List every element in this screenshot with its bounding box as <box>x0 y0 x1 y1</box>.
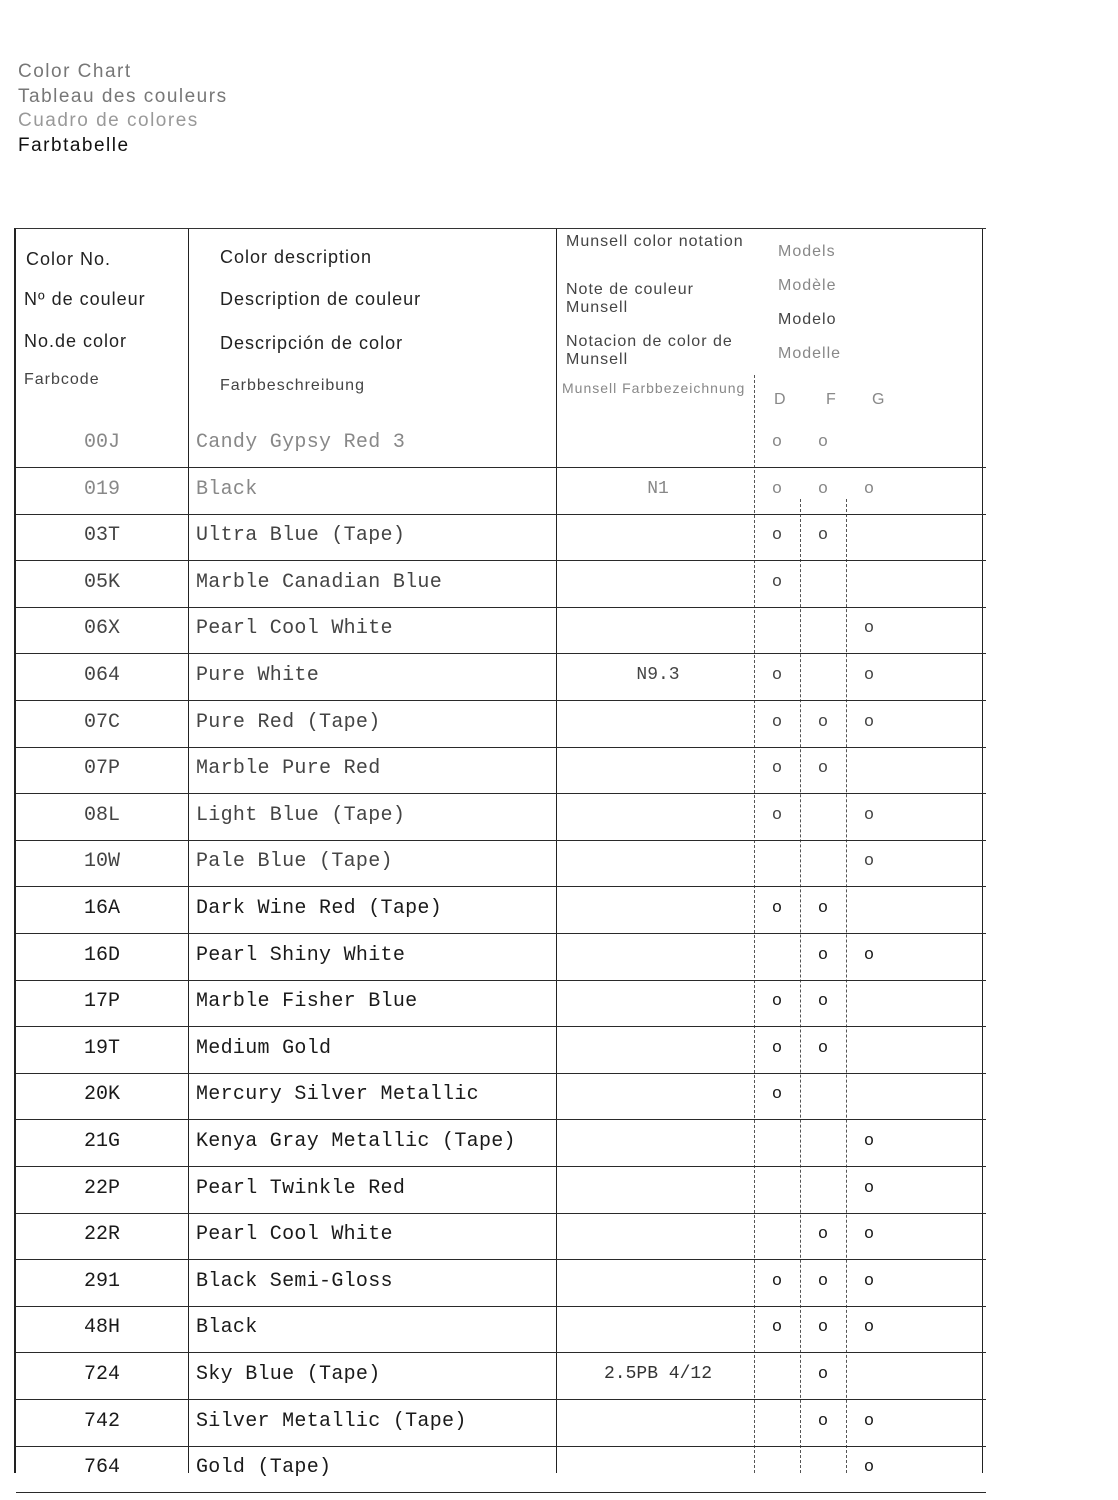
model-d-mark: o <box>771 759 783 779</box>
model-g-mark: o <box>863 805 875 825</box>
color-description: Black <box>196 477 258 501</box>
color-number: 17P <box>83 990 120 1014</box>
munsell-notation: N9.3 <box>636 665 680 685</box>
model-g-mark: o <box>863 1132 875 1151</box>
table-row <box>16 1260 986 1307</box>
color-description: Black <box>196 1316 258 1340</box>
header-description-es: Descripción de color <box>220 333 404 353</box>
model-d-mark: o <box>771 899 783 918</box>
header-models-fr: Modèle <box>778 277 837 294</box>
model-f-mark: o <box>817 1365 829 1384</box>
model-g-mark: o <box>863 1458 875 1478</box>
header-color-no-es: No.de color <box>24 331 128 351</box>
color-description: Pearl Cool White <box>196 617 393 641</box>
table-row <box>16 468 986 515</box>
header-munsell-en: Munsell color notation <box>566 233 744 250</box>
color-description: Marble Fisher Blue <box>196 990 418 1014</box>
header-color-no-de: Farbcode <box>24 371 100 388</box>
color-description: Black Semi-Gloss <box>196 1269 393 1293</box>
model-d-mark: o <box>771 1271 783 1291</box>
model-f-mark: o <box>817 899 829 918</box>
model-f-mark: o <box>817 1038 829 1058</box>
color-number: 19T <box>83 1036 120 1060</box>
color-number: 724 <box>83 1363 120 1386</box>
model-f-mark: o <box>817 712 829 732</box>
model-d-mark: o <box>771 805 783 825</box>
table-row <box>16 701 986 748</box>
table-row <box>16 887 986 934</box>
header-description-en: Color description <box>220 247 373 267</box>
model-f-mark: o <box>817 759 829 779</box>
chart-titles <box>18 60 228 158</box>
table-row <box>16 1120 986 1167</box>
model-g-mark: o <box>863 479 875 499</box>
model-d-mark: o <box>771 666 783 685</box>
munsell-notation: 2.5PB 4/12 <box>603 1364 713 1384</box>
model-f-mark: o <box>817 992 829 1012</box>
color-number: 16D <box>83 943 120 967</box>
model-g-mark: o <box>863 1271 875 1291</box>
color-number: 764 <box>83 1456 120 1480</box>
model-f-mark: o <box>817 433 829 452</box>
header-munsell-de: Munsell Farbbezeichnung <box>562 380 746 396</box>
header-color-no-en: Color No. <box>26 249 112 269</box>
title-french: Tableau des couleurs <box>18 85 228 107</box>
table-row <box>16 561 986 608</box>
model-f-mark: o <box>817 945 829 965</box>
color-table <box>14 228 986 1480</box>
color-number: 22P <box>83 1176 120 1200</box>
table-row <box>16 654 986 701</box>
table-row <box>16 980 986 1027</box>
color-number: 03T <box>83 524 120 548</box>
color-description: Candy Gypsy Red 3 <box>196 431 406 454</box>
color-description: Pearl Twinkle Red <box>196 1176 406 1200</box>
table-row <box>16 840 986 887</box>
model-g-mark: o <box>863 1318 875 1338</box>
color-description: Pearl Cool White <box>196 1223 393 1247</box>
model-f-mark: o <box>817 479 829 499</box>
model-g-mark: o <box>863 945 875 965</box>
color-number: 22R <box>83 1223 120 1247</box>
color-number: 48H <box>83 1316 120 1340</box>
color-number: 05K <box>83 570 120 594</box>
color-description: Medium Gold <box>196 1036 332 1060</box>
header-models-de: Modelle <box>778 345 842 362</box>
model-f-mark: o <box>817 526 829 546</box>
table-row <box>16 934 986 981</box>
color-description: Sky Blue (Tape) <box>196 1363 381 1386</box>
color-number: 742 <box>83 1409 120 1433</box>
model-g-mark: o <box>863 1411 875 1431</box>
color-description: Gold (Tape) <box>196 1456 332 1480</box>
color-number: 00J <box>83 431 120 454</box>
color-description: Silver Metallic (Tape) <box>196 1409 467 1433</box>
model-d-mark: o <box>771 992 783 1012</box>
header-model-d: D <box>774 391 787 408</box>
model-g-mark: o <box>863 1225 875 1245</box>
color-description: Pearl Shiny White <box>196 943 406 967</box>
color-description: Marble Pure Red <box>196 757 381 781</box>
model-g-mark: o <box>863 1178 875 1198</box>
color-number: 16A <box>83 897 120 920</box>
model-g-mark: o <box>863 712 875 732</box>
table-row <box>16 1213 986 1260</box>
header-color-no-fr: Nº de couleur <box>24 289 146 309</box>
model-g-mark: o <box>863 666 875 685</box>
model-d-mark: o <box>771 1318 783 1338</box>
color-number: 064 <box>83 664 120 687</box>
header-model-g: G <box>872 391 886 408</box>
color-description: Pure White <box>196 664 320 687</box>
color-description: Mercury Silver Metallic <box>196 1083 479 1107</box>
header-description-fr: Description de couleur <box>220 289 422 309</box>
color-description: Marble Canadian Blue <box>196 570 443 594</box>
table-row <box>16 1400 986 1447</box>
header-munsell-fr: Note de couleur Munsell <box>566 281 694 316</box>
model-d-mark: o <box>771 526 783 546</box>
header-description-de: Farbbeschreibung <box>220 377 365 394</box>
title-spanish: Cuadro de colores <box>18 110 199 131</box>
table-row <box>16 1306 986 1353</box>
color-description: Pale Blue (Tape) <box>196 850 393 874</box>
header-munsell-es: Notacion de color de Munsell <box>566 333 733 368</box>
header-model-f: F <box>826 391 837 408</box>
table-row <box>16 1446 986 1493</box>
color-number: 06X <box>83 617 120 641</box>
color-description: Pure Red (Tape) <box>196 710 381 734</box>
model-f-mark: o <box>817 1411 829 1431</box>
model-d-mark: o <box>771 1038 783 1058</box>
table-row <box>16 514 986 561</box>
color-number: 08L <box>83 803 120 827</box>
table-row <box>16 1353 986 1400</box>
model-d-mark: o <box>771 433 783 452</box>
munsell-notation: N1 <box>647 478 669 499</box>
model-g-mark: o <box>863 852 875 872</box>
color-number: 019 <box>83 477 120 501</box>
color-number: 10W <box>83 850 120 874</box>
color-number: 20K <box>83 1083 120 1107</box>
model-f-mark: o <box>817 1271 829 1291</box>
header-models-es: Modelo <box>778 311 837 328</box>
color-description: Ultra Blue (Tape) <box>196 524 406 548</box>
color-number: 07P <box>83 757 120 781</box>
color-description: Kenya Gray Metallic (Tape) <box>196 1130 516 1153</box>
table-row <box>16 607 986 654</box>
table-row <box>16 1073 986 1120</box>
table-row <box>16 421 986 468</box>
model-d-mark: o <box>771 712 783 732</box>
model-g-mark: o <box>863 619 875 639</box>
model-f-mark: o <box>817 1225 829 1245</box>
color-number: 21G <box>83 1130 120 1153</box>
table-row <box>16 747 986 794</box>
header-models-en: Models <box>778 243 836 260</box>
color-description: Dark Wine Red (Tape) <box>196 897 443 920</box>
title-english: Color Chart <box>18 61 132 82</box>
color-number: 07C <box>83 710 120 734</box>
model-d-mark: o <box>771 479 783 499</box>
color-number: 291 <box>83 1269 120 1293</box>
table-row <box>16 1167 986 1214</box>
model-d-mark: o <box>771 572 783 592</box>
color-description: Light Blue (Tape) <box>196 803 406 827</box>
model-f-mark: o <box>817 1318 829 1338</box>
title-german: Farbtabelle <box>18 134 130 156</box>
table-row <box>16 1027 986 1074</box>
table-row <box>16 794 986 841</box>
model-d-mark: o <box>771 1085 783 1105</box>
